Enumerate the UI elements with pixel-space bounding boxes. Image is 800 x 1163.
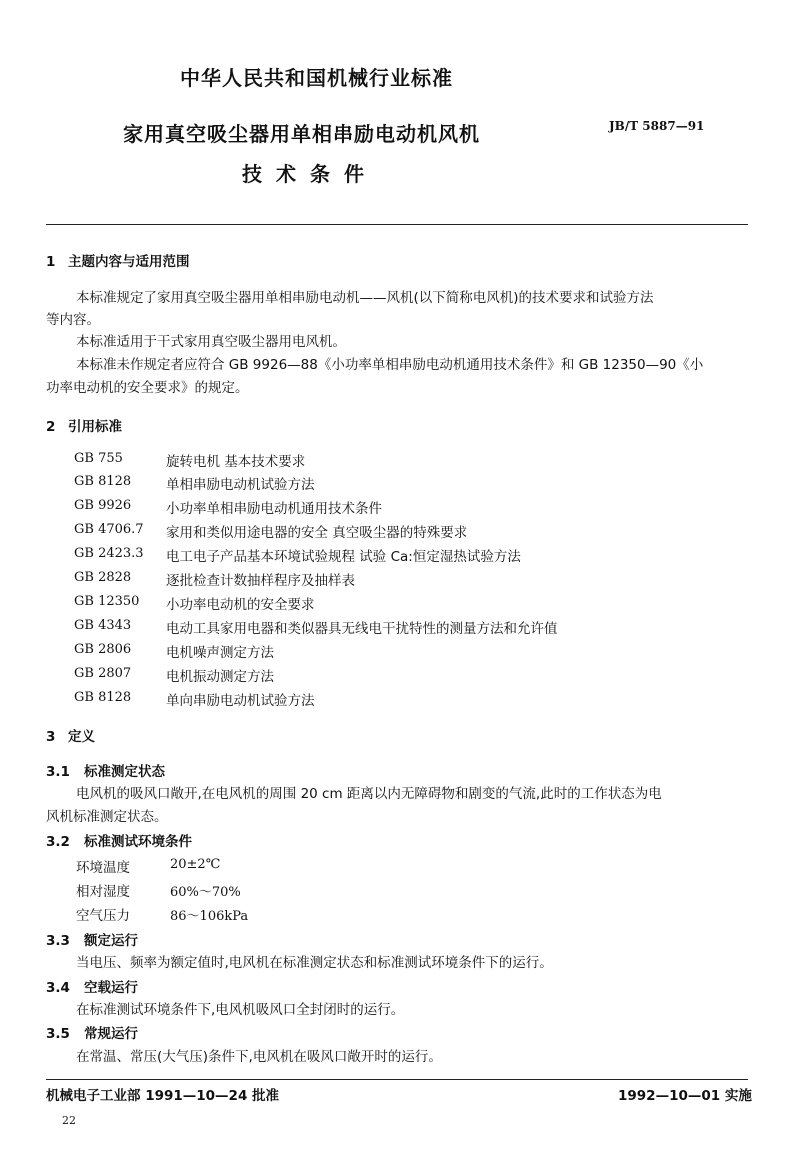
reference-title: 电机振动测定方法 (166, 669, 274, 685)
condition-label: 环境温度 (76, 860, 130, 876)
page-number: 22 (62, 1114, 76, 1127)
subsection-3-4-heading (46, 976, 138, 996)
section-1-paragraph-3-line-1: 本标准未作规定者应符合 GB 9926—88《小功率单相串励电动机通用技术条件》和 GB 12350—90《小 (76, 357, 704, 373)
section-number: 1 (46, 254, 56, 270)
subsection-3-1-heading (46, 760, 165, 780)
reference-title: 单相串励电动机试验方法 (166, 477, 315, 493)
standard-body-heading: 中华人民共和国机械行业标准 (180, 66, 453, 90)
subsection-number: 3.2 (46, 834, 70, 850)
reference-title: 小功率电动机的安全要求 (166, 597, 315, 613)
reference-code: GB 8128 (74, 474, 132, 489)
section-1-paragraph-1-line-2: 等内容。 (46, 312, 100, 328)
section-number: 2 (46, 419, 56, 435)
section-1-heading (46, 250, 190, 270)
condition-value: 20±2℃ (170, 857, 221, 872)
reference-code: GB 2828 (74, 570, 132, 585)
subsection-3-1-text-line-1: 电风机的吸风口敞开,在电风机的周围 20 cm 距离以内无障碍物和剧变的气流,此时的工作状态为电 (76, 786, 662, 802)
reference-code: GB 4343 (74, 618, 132, 633)
subsection-3-5-heading (46, 1022, 138, 1042)
reference-title: 逐批检查计数抽样程序及抽样表 (166, 573, 355, 589)
reference-code: GB 9926 (74, 498, 132, 513)
reference-title: 家用和类似用途电器的安全 真空吸尘器的特殊要求 (166, 525, 468, 541)
condition-value: 86～106kPa (170, 909, 249, 924)
footer-divider (46, 1079, 748, 1080)
reference-code: GB 2807 (74, 666, 132, 681)
section-title: 定义 (68, 729, 95, 745)
section-title: 引用标准 (68, 419, 122, 435)
reference-title: 单向串励电动机试验方法 (166, 693, 315, 709)
subsection-title: 空载运行 (84, 980, 138, 996)
reference-code: GB 2423.3 (74, 546, 144, 561)
subsection-title: 额定运行 (84, 933, 138, 949)
section-2-heading (46, 415, 122, 435)
approval-statement: 机械电子工业部 1991—10—24 批准 (46, 1088, 280, 1104)
reference-title: 电工电子产品基本环境试验规程 试验 Ca:恒定湿热试验方法 (166, 549, 521, 565)
subsection-title: 常规运行 (84, 1026, 138, 1042)
section-number: 3 (46, 729, 56, 745)
subsection-3-2-heading (46, 830, 192, 850)
reference-code: GB 8128 (74, 690, 132, 705)
standard-code: JB/T 5887—91 (609, 119, 705, 133)
subsection-3-3-heading (46, 929, 138, 949)
subsection-number: 3.3 (46, 933, 70, 949)
section-3-heading (46, 725, 95, 745)
reference-title: 旋转电机 基本技术要求 (166, 454, 306, 470)
condition-label: 相对湿度 (76, 884, 130, 900)
reference-title: 电机噪声测定方法 (166, 645, 274, 661)
reference-code: GB 4706.7 (74, 522, 144, 537)
document-title-line1: 家用真空吸尘器用单相串励电动机风机 (123, 122, 480, 146)
section-1-paragraph-2: 本标准适用于干式家用真空吸尘器用电风机。 (76, 334, 346, 350)
condition-label: 空气压力 (76, 908, 130, 924)
condition-value: 60%～70% (170, 885, 241, 900)
subsection-number: 3.5 (46, 1026, 70, 1042)
reference-title: 电动工具家用电器和类似器具无线电干扰特性的测量方法和允许值 (166, 621, 558, 637)
subsection-number: 3.4 (46, 980, 70, 996)
reference-title: 小功率单相串励电动机通用技术条件 (166, 501, 382, 517)
document-title-line2: 技术条件 (242, 162, 378, 186)
reference-code: GB 755 (74, 451, 123, 466)
subsection-title: 标准测试环境条件 (84, 834, 192, 850)
header-divider (46, 224, 748, 225)
section-1-paragraph-3-line-2: 功率电动机的安全要求》的规定。 (46, 380, 249, 396)
subsection-3-4-text: 在标准测试环境条件下,电风机吸风口全封闭时的运行。 (76, 1002, 405, 1018)
subsection-3-3-text: 当电压、频率为额定值时,电风机在标准测定状态和标准测试环境条件下的运行。 (76, 955, 553, 971)
reference-code: GB 12350 (74, 594, 140, 609)
section-title: 主题内容与适用范围 (68, 254, 190, 270)
implementation-date: 1992—10—01 实施 (618, 1088, 752, 1104)
section-1-paragraph-1-line-1: 本标准规定了家用真空吸尘器用单相串励电动机——风机(以下简称电风机)的技术要求和试验方法 (76, 290, 654, 306)
subsection-number: 3.1 (46, 764, 70, 780)
subsection-3-1-text-line-2: 风机标准测定状态。 (46, 809, 168, 825)
subsection-title: 标准测定状态 (84, 764, 165, 780)
reference-code: GB 2806 (74, 642, 132, 657)
subsection-3-5-text: 在常温、常压(大气压)条件下,电风机在吸风口敞开时的运行。 (76, 1049, 442, 1065)
